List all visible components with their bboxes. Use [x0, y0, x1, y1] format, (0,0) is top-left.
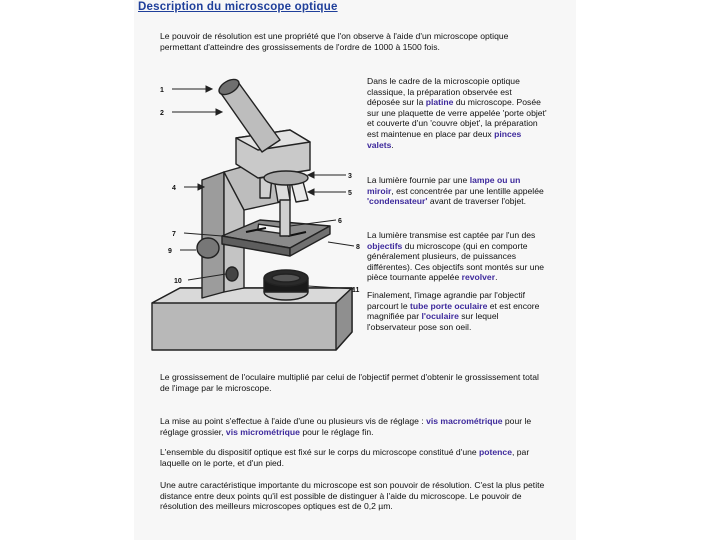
- bottom3-text-c: , par laquelle on le porte, et d'un pied.: [160, 447, 530, 468]
- callout-6: 6: [338, 218, 342, 225]
- intro-paragraph: [160, 31, 520, 52]
- side2-text-a: La lumière fournie par une: [367, 175, 470, 185]
- callout-3: 3: [348, 173, 352, 180]
- side3-term-revolver: revolver: [461, 272, 496, 283]
- side1-term-pinces: pinces valets: [367, 128, 522, 150]
- intro-text: Le pouvoir de résolution est une propriété que l'on observe à l'aide d'un microscope optique permettant d'atteindre des grossissements de l'ordre de 1000 à 1500 fois.: [160, 31, 509, 52]
- side3-term-objectifs: objectifs: [367, 240, 403, 251]
- side4-text-c: et est encore magnifiée par: [367, 300, 540, 322]
- bottom2-text-a: La mise au point s'effectue à l'aide d'une ou plusieurs vis de réglage :: [160, 416, 427, 426]
- bottom4-text: Une autre caractéristique importante du microscope est son pouvoir de résolution. C'est la plus petite distance entre deux points qu'il est possible de distinguer à l'aide du microscope. Le pouvoir de résolution des meilleurs microscopes optiques est de 0,2 µm.: [160, 480, 545, 512]
- side4-text-a: Finalement, l'image agrandie par l'objectif parcourt le: [367, 290, 526, 311]
- bottom1-text: Le grossissement de l'oculaire multiplié par celui de l'objectif permet d'obtenir le grossissement total de l'image par le microscope.: [160, 372, 539, 393]
- callout-7: 7: [172, 231, 176, 238]
- side1-text-e: .: [391, 139, 394, 150]
- callout-5: 5: [348, 190, 352, 197]
- side3-text-c: du microscope (qui en comporte généralement plusieurs, de puissances différentes). Ces objectifs sont montés sur une pièce tournante appelée: [367, 240, 545, 283]
- callout-2: 2: [160, 110, 164, 117]
- paragraph-grossissement: [160, 372, 550, 393]
- paragraph-potence: [160, 447, 550, 468]
- paragraph-resolution: [160, 480, 550, 512]
- side2-term-condensateur: 'condensateur': [367, 196, 428, 207]
- callout-10: 10: [174, 278, 182, 285]
- callout-1: 1: [160, 87, 164, 94]
- callout-11: 11: [352, 287, 360, 294]
- microscope-diagram: [140, 60, 365, 360]
- bottom3-term-potence: potence: [479, 447, 512, 457]
- side4-term-oculaire: l'oculaire: [421, 311, 459, 322]
- side-paragraph-lampe: [367, 175, 547, 207]
- callout-4: 4: [172, 185, 176, 192]
- side3-text-a: La lumière transmise est captée par l'un des: [367, 230, 536, 240]
- page-title: Description du microscope optique: [138, 1, 338, 13]
- side4-text-e: sur lequel l'observateur pose son oeil.: [367, 311, 499, 332]
- side1-text-a: Dans le cadre de la microscopie optique classique, la préparation observée est déposée sur la: [367, 76, 520, 108]
- side3-text-e: .: [495, 272, 498, 283]
- bottom2-text-c: pour le réglage grossier,: [160, 416, 532, 437]
- side-paragraph-platine: [367, 76, 547, 150]
- side2-term-lampe: lampe ou un miroir: [367, 175, 521, 196]
- side2-text-c: , est concentrée par une lentille appelée: [391, 185, 544, 196]
- side-paragraph-objectifs: [367, 230, 547, 283]
- callout-9: 9: [168, 248, 172, 255]
- paragraph-mise-au-point: [160, 416, 550, 437]
- side4-term-tube: tube porte oculaire: [410, 300, 488, 311]
- bottom2-text-e: pour le réglage fin.: [299, 426, 374, 437]
- bottom2-term-macro: vis macrométrique: [426, 416, 503, 426]
- side-paragraph-oculaire: [367, 290, 547, 332]
- side1-term-platine: platine: [425, 97, 454, 108]
- side1-text-c: du microscope. Posée sur une plaquette de verre appelée 'porte objet' et couverte d'un 'couvre objet', la préparation est maintenue en place par deux: [367, 97, 547, 139]
- bottom2-term-micro: vis micrométrique: [225, 426, 300, 437]
- callout-8: 8: [356, 244, 360, 251]
- side2-text-e: avant de traverser l'objet.: [427, 196, 527, 207]
- bottom3-text-a: L'ensemble du dispositif optique est fixé sur le corps du microscope constitué d'une: [160, 447, 480, 457]
